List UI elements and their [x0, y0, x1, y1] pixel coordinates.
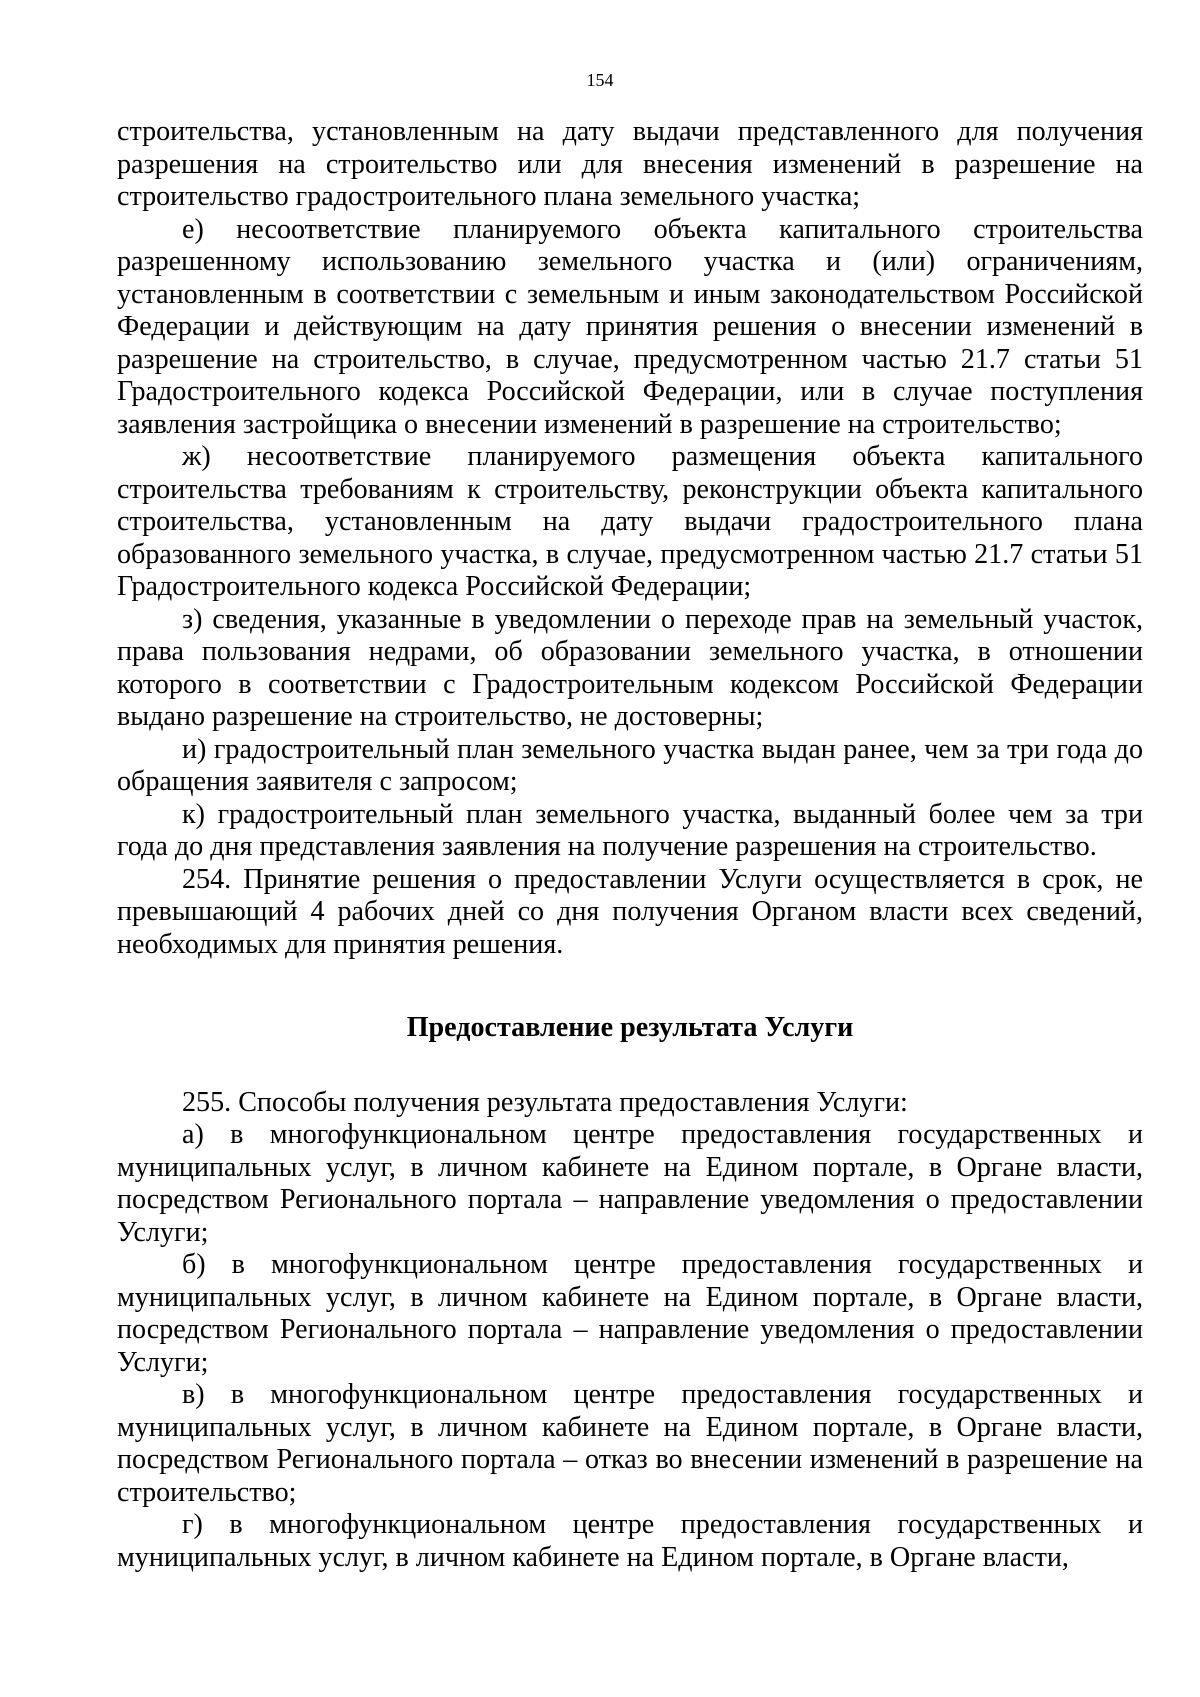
paragraph-item-b: б) в многофункциональном центре предоставления государственных и муниципальных услуг, в личном кабинете на Едином портале, в Органе власти, посредством Регионального портала – направление уведомления о предоставлении Услуги;	[117, 1249, 1143, 1378]
paragraph-item-a: а) в многофункциональном центре предоставления государственных и муниципальных услуг, в личном кабинете на Едином портале, в Органе власти, посредством Регионального портала – направление уведомления о предоставлении Услуги;	[117, 1119, 1143, 1248]
paragraph-item-zh: ж) несоответствие планируемого размещения объекта капитального строительства требованиям к строительству, реконструкции объекта капитального строительства, установленным на дату выдачи градостроительного плана образованного земельного участка, в случае, предусмотренном частью 21.7 статьи 51 Градостроительного кодекса Российской Федерации;	[117, 441, 1143, 602]
page-number: 154	[586, 70, 614, 90]
paragraph-255: 255. Способы получения результата предоставления Услуги:	[182, 1086, 908, 1118]
section-heading: Предоставление результата Услуги	[406, 1012, 854, 1043]
document-body	[117, 116, 1143, 1574]
paragraph-continuation: строительства, установленным на дату выдачи представленного для получения разрешения на строительство или для внесения изменений в разрешение на строительство градостроительного плана земельного участка;	[117, 116, 1143, 212]
paragraph-item-i: и) градостроительный план земельного участка выдан ранее, чем за три года до обращения заявителя с запросом;	[117, 733, 1143, 797]
paragraph-item-g: г) в многофункциональном центре предоставления государственных и муниципальных услуг, в личном кабинете на Едином портале, в Органе власти,	[117, 1509, 1143, 1573]
paragraph-item-v: в) в многофункциональном центре предоставления государственных и муниципальных услуг, в личном кабинете на Едином портале, в Органе власти, посредством Регионального портала – отказ во внесении изменений в разрешение на строительство;	[117, 1379, 1143, 1508]
paragraph-item-e: е) несоответствие планируемого объекта капитального строительства разрешенному использованию земельного участка и (или) ограничениям, установленным в соответствии с земельным и иным законодательством Российской Федерации и действующим на дату принятия решения о внесении изменений в разрешение на строительство, в случае, предусмотренном частью 21.7 статьи 51 Градостроительного кодекса Российской Федерации, или в случае поступления заявления застройщика о внесении изменений в разрешение на строительство;	[117, 213, 1143, 440]
paragraph-item-z: з) сведения, указанные в уведомлении о переходе прав на земельный участок, права пользования недрами, об образовании земельного участка, в отношении которого в соответствии с Градостроительным кодексом Российской Федерации выдано разрешение на строительство, не достоверны;	[117, 603, 1143, 732]
paragraph-item-k: к) градостроительный план земельного участка, выданный более чем за три года до дня представления заявления на получение разрешения на строительство.	[117, 798, 1143, 862]
paragraph-254: 254. Принятие решения о предоставлении Услуги осуществляется в срок, не превышающий 4 рабочих дней со дня получения Органом власти всех сведений, необходимых для принятия решения.	[117, 863, 1143, 960]
